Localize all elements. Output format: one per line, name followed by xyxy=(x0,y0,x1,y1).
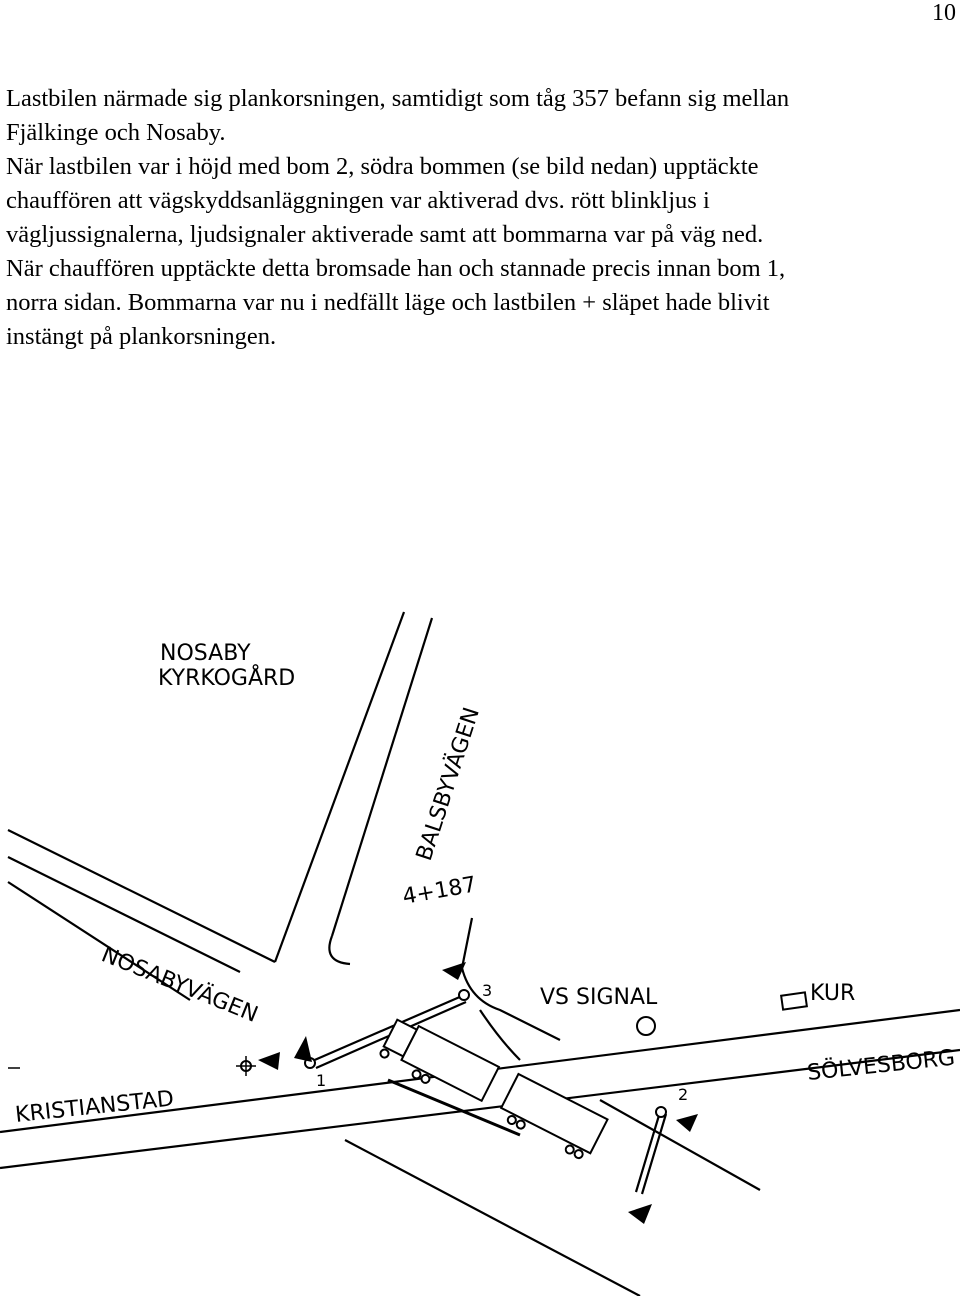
road-edge xyxy=(600,1100,760,1190)
signal-triangle-icon xyxy=(628,1204,652,1224)
page-number: 10 xyxy=(932,0,956,26)
label-vs-signal: VS SIGNAL xyxy=(540,985,658,1010)
road-edge xyxy=(8,830,275,962)
trailer-icon xyxy=(497,1074,608,1162)
label-barrier-1: 1 xyxy=(316,1071,327,1090)
shelter-icon xyxy=(781,992,807,1009)
paragraph-line: norra sidan. Bommarna var nu i nedfällt läge och lastbilen + släpet hade blivit xyxy=(6,289,770,316)
label-kyrkogard: KYRKOGÅRD xyxy=(158,666,296,691)
paragraph-line: När chauffören upptäckte detta bromsade han och stannade precis innan bom 1, xyxy=(6,255,786,282)
paragraph-line: chauffören att vägskyddsanläggningen var aktiverad dvs. rött blinkljus i xyxy=(6,187,710,214)
truck-icon xyxy=(377,1016,499,1110)
body-paragraph xyxy=(6,82,954,354)
crossing-diagram xyxy=(0,600,960,1296)
barrier-boom-2 xyxy=(636,1112,660,1192)
signal-triangle-icon xyxy=(258,1052,280,1070)
barrier-post-3 xyxy=(459,990,469,1000)
signal-triangle-icon xyxy=(676,1114,698,1132)
paragraph-line: Lastbilen närmade sig plankorsningen, samtidigt som tåg 357 befann sig mellan xyxy=(6,85,790,112)
label-km: 4+187 xyxy=(400,872,479,910)
paragraph-line: När lastbilen var i höjd med bom 2, södra bommen (se bild nedan) upptäckte xyxy=(6,153,759,180)
label-solvesborg: SÖLVESBORG xyxy=(806,1045,957,1086)
road-edge xyxy=(462,918,560,1040)
label-nosaby: NOSABY xyxy=(160,641,251,666)
paragraph-line: vägljussignalerna, ljudsignaler aktiverade samt att bommarna var på väg ned. xyxy=(6,221,764,248)
signal-triangle-icon xyxy=(294,1036,312,1062)
vs-signal-icon xyxy=(637,1017,655,1035)
road-edge xyxy=(345,1140,640,1296)
road-edge xyxy=(329,936,350,964)
barrier-post-2 xyxy=(656,1107,666,1117)
label-balsbyvagen: BALSBYVÄGEN xyxy=(411,704,485,864)
paragraph-line: Fjälkinge och Nosaby. xyxy=(6,119,226,146)
label-barrier-2: 2 xyxy=(678,1085,689,1104)
paragraph-line: instängt på plankorsningen. xyxy=(6,323,277,350)
label-kur: KUR xyxy=(810,981,856,1006)
label-nosabyvagen: NOSABYVÄGEN xyxy=(97,942,262,1028)
label-barrier-3: 3 xyxy=(482,981,493,1000)
label-kristianstad: KRISTIANSTAD xyxy=(14,1086,176,1128)
